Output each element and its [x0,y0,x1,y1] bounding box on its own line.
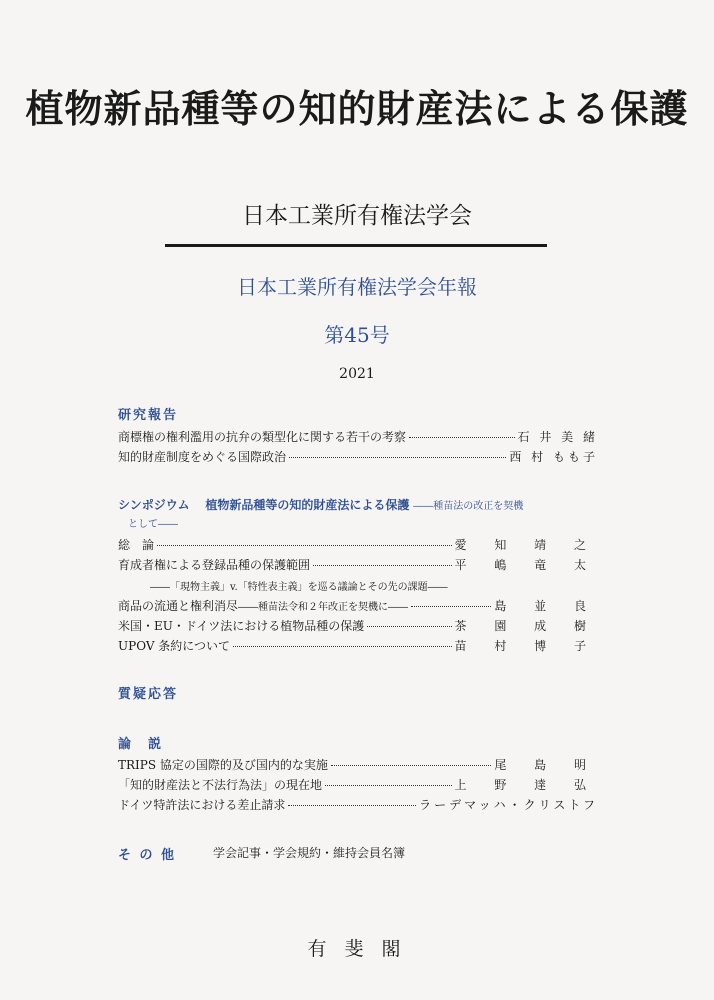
toc-entry [118,756,598,774]
toc-entry-title: 知的財産制度をめぐる国際政治 [118,450,287,464]
toc-entry-title: 商標権の権利濫用の抗弁の類型化に関する若干の考察 [118,430,407,444]
publication-year: 2021 [339,366,375,382]
toc-entry [118,617,598,635]
toc-entry [118,796,598,814]
leader-dots [411,606,491,607]
section-heading-qa: 質疑応答 [118,687,179,702]
symposium-title: 植物新品種等の知的財産法による保護 [205,498,410,512]
issue-number: 第45号 [324,323,390,347]
toc-entry [118,448,598,466]
toc-entry-author: 平 嶋 竜 太 [454,558,598,572]
toc-entry-author: 島 並 良 [494,599,598,613]
toc-entry-title: 「知的財産法と不法行為法」の現在地 [118,778,323,792]
toc-entry-title: 商品の流通と権利消尽 [118,599,239,613]
toc-entry-author: 石 井 美 緒 [517,430,598,444]
toc-entry-title: ドイツ特許法における差止請求 [118,798,286,812]
toc-entry-author: 上 野 達 弘 [454,778,598,792]
section-heading-other: そ の 他 [118,848,177,863]
toc-entry-author: 茶 園 成 樹 [454,619,598,633]
toc-entry-author: 苗 村 博 子 [454,639,598,653]
section-heading-research: 研究報告 [118,408,179,423]
leader-dots [289,457,506,458]
toc-entry [118,597,598,615]
toc-entry-title: TRIPS 協定の国際的及び国内的な実施 [118,758,328,772]
toc-entry [118,556,598,574]
toc-entry-subtitle: ――種苗法令和２年改正を契機に―― [238,602,409,613]
toc-entry-subtitle: ――「現物主義」v.「特性表主義」を巡る議論とその先の課題―― [150,582,448,593]
book-title: 植物新品種等の知的財産法による保護 [25,86,689,131]
toc-entry [118,428,598,446]
leader-dots [331,765,491,766]
toc-entry-title: 育成者権による登録品種の保護範囲 [118,558,311,572]
symposium-label: シンポジウム [118,498,190,512]
annual-report-name: 日本工業所有権法学会年報 [237,275,477,299]
leader-dots [288,805,416,806]
toc-entry-author: 愛 知 靖 之 [454,538,598,552]
leader-dots [325,785,452,786]
toc-entry [118,536,598,554]
publisher-name: 有 斐 閣 [307,938,407,960]
toc-entry-author: 尾 島 明 [494,758,598,772]
toc-entry [118,776,598,794]
toc-entry-title: 総 論 [118,538,155,552]
toc-entry-title: UPOV 条約について [118,639,231,653]
symposium-heading [118,496,523,513]
society-name: 日本工業所有権法学会 [242,203,472,229]
toc-entry-title: 米国・EU・ドイツ法における植物品種の保護 [118,619,365,633]
toc-entry [118,637,598,655]
symposium-subtitle: ――種苗法の改正を契機 [413,501,524,512]
leader-dots [409,437,515,438]
leader-dots [313,565,452,566]
divider [165,244,547,247]
leader-dots [233,646,451,647]
other-items: 学会記事・学会規約・維持会員名簿 [213,846,406,860]
toc-entry-author: 西 村 もも子 [509,450,598,464]
section-heading-articles: 論 説 [118,737,164,752]
toc-entry-author: ラーデマッハ・クリストフ [419,798,598,812]
leader-dots [157,545,452,546]
symposium-subtitle-cont: として―― [128,519,178,530]
leader-dots [367,626,451,627]
